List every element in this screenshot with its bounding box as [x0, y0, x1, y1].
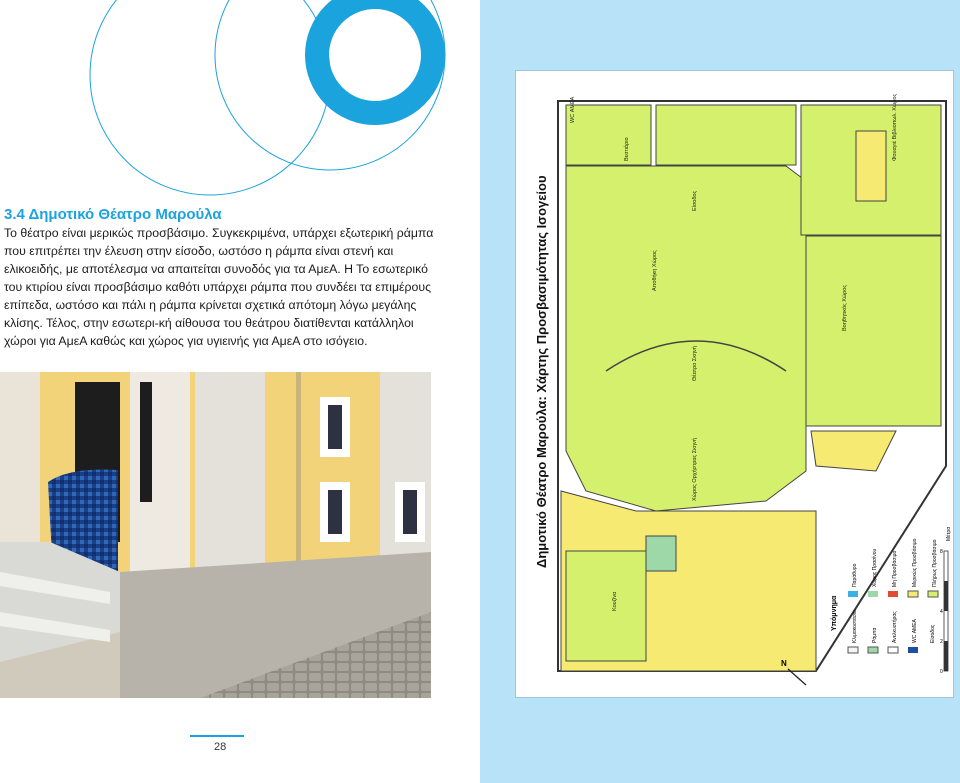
legend-title: Υπόμνημα: [831, 595, 838, 631]
ring-thin-2: [90, 0, 330, 195]
zone-main-hall: [566, 166, 806, 511]
zone-wc-area: [566, 105, 651, 165]
legend-item: Είσοδος: [930, 624, 936, 643]
legend-item: Παράθυρο: [852, 563, 858, 587]
legend-swatch-green: [868, 591, 878, 597]
legend-item: Μερικώς Προσβάσιμο: [912, 538, 918, 587]
legend-swatch-none: [888, 591, 898, 597]
zone-lower-room: [566, 551, 646, 661]
scale-tick: 8: [940, 549, 943, 555]
scale-tick: 2: [940, 639, 943, 645]
room-label: Αποθήκη Χώρος: [652, 250, 658, 291]
scale-tick: 0: [940, 669, 943, 675]
page-number-line: [190, 735, 244, 737]
section-title: 3.4 Δημοτικό Θέατρο Μαρούλα: [4, 206, 222, 223]
legend-swatch-full: [928, 591, 938, 597]
legend-swatch-elevator: [888, 647, 898, 653]
room-label: Βοηθητικός Χώρος: [842, 284, 848, 331]
scale-bar: [940, 527, 952, 675]
page-number: 28: [214, 741, 227, 753]
zone-stairs-right: [856, 131, 886, 201]
legend-swatch-partial: [908, 591, 918, 597]
legend-item: Κλιμακοστάσιο: [852, 610, 858, 643]
floor-plan-frame: [515, 70, 954, 698]
legend-item: Ράμπα: [872, 627, 878, 643]
legend-item: Χώρος Πρασίνου: [872, 548, 878, 587]
body-text: [4, 224, 440, 350]
legend-swatch-stairs: [848, 647, 858, 653]
legend-swatch-window: [848, 591, 858, 597]
legend-item: Ανελκυστήρας: [892, 611, 898, 643]
decorative-rings: [0, 0, 480, 210]
map-title: Δημοτικό Θέατρο Μαρούλα: Χάρτης Προσβασιμότητας Ισογείου: [534, 175, 549, 568]
legend-swatch-ramp: [868, 647, 878, 653]
ring-thick: [317, 0, 433, 113]
zone-corridor-top: [656, 105, 796, 165]
zone-right-room: [806, 236, 941, 426]
room-label: Βεστιάριο: [624, 137, 630, 161]
legend-item: Μη Προσβάσιμο: [892, 550, 898, 587]
room-label: Είσοδος: [692, 190, 698, 211]
room-label: Χώρος Ορχήστρας Σκηνή: [692, 438, 698, 501]
legend-swatch-wc: [908, 647, 918, 653]
room-label: Θέατρο Σκηνή: [692, 346, 698, 381]
room-label: Φουαγιέ Βιβλιοπωλ. Χώρος: [892, 93, 898, 161]
north-label: N: [781, 659, 787, 668]
scale-tick: 4: [940, 609, 943, 615]
zone-green-space: [646, 536, 676, 571]
theatre-entrance-photo: [0, 372, 431, 698]
scale-unit: Μέτρα: [946, 526, 952, 541]
legend-item: WC ΑΜΕΑ: [912, 619, 918, 643]
room-label: WC ΑΜΕΑ: [570, 96, 576, 123]
room-label: Κουζίνα: [612, 591, 618, 611]
legend-item: Πλήρως Προσβάσιμο: [932, 539, 938, 587]
paragraph: Το θέατρο είναι μερικώς προσβάσιμο. Συγκεκριμένα, υπάρχει εξωτερική ράμπα που επιτρέπει την έλευση στην είσοδο, ωστόσο η ράμπα είναι στενή και ελικοειδής, με αποτέλεσμα να απαιτείται συνοδός για τα ΑμεΑ. Η Το εσωτερικό του κτιρίου είναι προσβάσιμο καθότι υπάρχει ράμπα που συνδέει τα επιμέρους επίπεδα, ωστόσο και πάλι η ράμπα κρίνεται σχετικά απότομη λόγω μεγάλης κλίσης. Τέλος, στην εσωτερι-κή αίθουσα του θεάτρου διατίθενται κατάλληλοι χώροι για ΑμεΑ καθώς και χώρος για υγιεινής για ΑμεΑ στο ισόγειο.: [4, 226, 434, 348]
floor-plan: [516, 71, 953, 697]
